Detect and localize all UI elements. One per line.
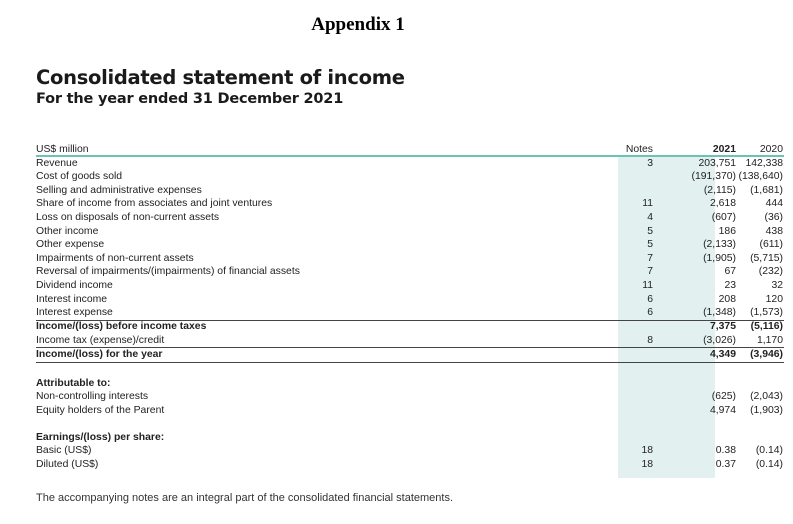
row-label: Income tax (expense)/credit: [36, 334, 165, 346]
row-value-2020: (2,043): [750, 391, 783, 403]
row-value-2021: (2,115): [703, 184, 736, 196]
table-row: [36, 211, 786, 225]
table-row: [36, 458, 786, 472]
row-value-2021: (3,026): [703, 334, 736, 346]
row-value-2020: 1,170: [756, 334, 783, 346]
row-notes: 7: [647, 266, 653, 278]
row-label: Selling and administrative expenses: [36, 184, 202, 196]
table-row: [36, 279, 786, 293]
table-row-subtotal: [36, 320, 786, 334]
row-value-2020: (1,681): [750, 184, 783, 196]
row-label: Income/(loss) before income taxes: [36, 321, 207, 333]
row-value-2020: (1,903): [750, 404, 783, 416]
row-notes: 11: [642, 279, 653, 291]
row-label: Impairments of non-current assets: [36, 252, 194, 264]
row-value-2020: (138,640): [738, 171, 783, 183]
row-value-2020: (232): [758, 266, 783, 278]
table-row-total: [36, 348, 786, 362]
appendix-heading: Appendix 1: [311, 14, 405, 35]
row-notes: 18: [641, 445, 653, 457]
row-label: Basic (US$): [36, 445, 92, 457]
footnote: The accompanying notes are an integral part of the consolidated financial statements.: [36, 492, 454, 504]
table-row: [36, 293, 786, 307]
row-notes: 6: [647, 307, 653, 319]
row-label: Dividend income: [36, 279, 113, 291]
table-row: [36, 197, 786, 211]
table-row: [36, 390, 786, 404]
row-label: Diluted (US$): [36, 458, 99, 470]
row-label: Non-controlling interests: [36, 391, 149, 403]
section-heading: Earnings/(loss) per share:: [36, 431, 165, 443]
row-notes: 6: [647, 293, 653, 305]
row-value-2021: 7,375: [709, 321, 736, 333]
row-value-2021: (1,348): [703, 307, 736, 319]
header-units-label: US$ million: [36, 144, 89, 155]
row-notes: 11: [642, 198, 653, 210]
row-value-2020: (3,946): [750, 348, 783, 360]
row-label: Income/(loss) for the year: [36, 348, 163, 360]
table-row: [36, 184, 786, 198]
section-heading: Attributable to:: [36, 377, 111, 389]
row-value-2021: (607): [711, 211, 736, 223]
row-value-2021: 186: [718, 225, 736, 237]
statement-subtitle: For the year ended 31 December 2021: [36, 91, 344, 107]
row-value-2020: 142,338: [745, 157, 783, 169]
row-value-2020: 32: [771, 279, 783, 291]
row-value-2020: (611): [759, 239, 783, 251]
row-value-2021: 23: [724, 279, 736, 291]
row-value-2021: 67: [724, 266, 736, 278]
table-row: [36, 157, 786, 171]
table-row: [36, 306, 786, 320]
row-value-2020: (1,573): [750, 307, 783, 319]
row-value-2020: (0.14): [755, 445, 783, 457]
header-2020-label: 2020: [759, 144, 783, 155]
table-row: [36, 404, 786, 418]
row-notes: 7: [647, 252, 653, 264]
row-notes: 8: [647, 334, 653, 346]
header-2021-label: 2021: [712, 144, 736, 155]
row-label: Cost of goods sold: [36, 171, 123, 183]
attributable-heading: [36, 377, 786, 391]
row-value-2021: (191,370): [691, 171, 736, 183]
row-value-2021: 203,751: [698, 157, 736, 169]
row-label: Equity holders of the Parent: [36, 404, 165, 416]
row-label: Other income: [36, 225, 99, 237]
row-notes: 3: [647, 157, 653, 169]
row-label: Interest expense: [36, 307, 113, 319]
row-notes: 5: [647, 225, 653, 237]
table-row: [36, 252, 786, 266]
row-value-2020: (5,116): [750, 321, 783, 333]
row-notes: 4: [647, 211, 653, 223]
table-row: [36, 444, 786, 458]
table-row: [36, 334, 786, 348]
total-underline: [36, 362, 784, 363]
row-notes: 5: [647, 239, 653, 251]
row-value-2020: (5,715): [750, 252, 783, 264]
row-value-2021: 4,974: [709, 404, 736, 416]
row-value-2021: 0.38: [715, 445, 736, 457]
row-value-2021: 4,349: [709, 348, 736, 360]
row-value-2020: 444: [765, 198, 783, 210]
eps-heading: [36, 431, 786, 445]
table-row: [36, 238, 786, 252]
row-label: Other expense: [36, 239, 105, 251]
row-label: Interest income: [36, 293, 108, 305]
row-label: Loss on disposals of non-current assets: [36, 211, 220, 223]
row-value-2020: 438: [765, 225, 783, 237]
header-notes-label: Notes: [625, 144, 653, 155]
row-value-2021: 2,618: [709, 198, 736, 210]
row-label: Share of income from associates and joint ventures: [36, 198, 273, 210]
row-value-2021: (1,905): [703, 252, 736, 264]
row-value-2021: 0.37: [715, 458, 736, 470]
table-row: [36, 265, 786, 279]
row-value-2020: (0.14): [755, 458, 783, 470]
row-label: Reversal of impairments/(impairments) of financial assets: [36, 266, 300, 278]
table-row: [36, 225, 786, 239]
row-label: Revenue: [36, 157, 78, 169]
statement-title: Consolidated statement of income: [36, 66, 405, 89]
row-value-2021: (625): [711, 391, 736, 403]
row-value-2021: 208: [718, 293, 736, 305]
row-notes: 18: [641, 458, 653, 470]
row-value-2021: (2,133): [703, 239, 736, 251]
row-value-2020: 120: [765, 293, 783, 305]
table-row: [36, 170, 786, 184]
row-value-2020: (36): [764, 211, 783, 223]
